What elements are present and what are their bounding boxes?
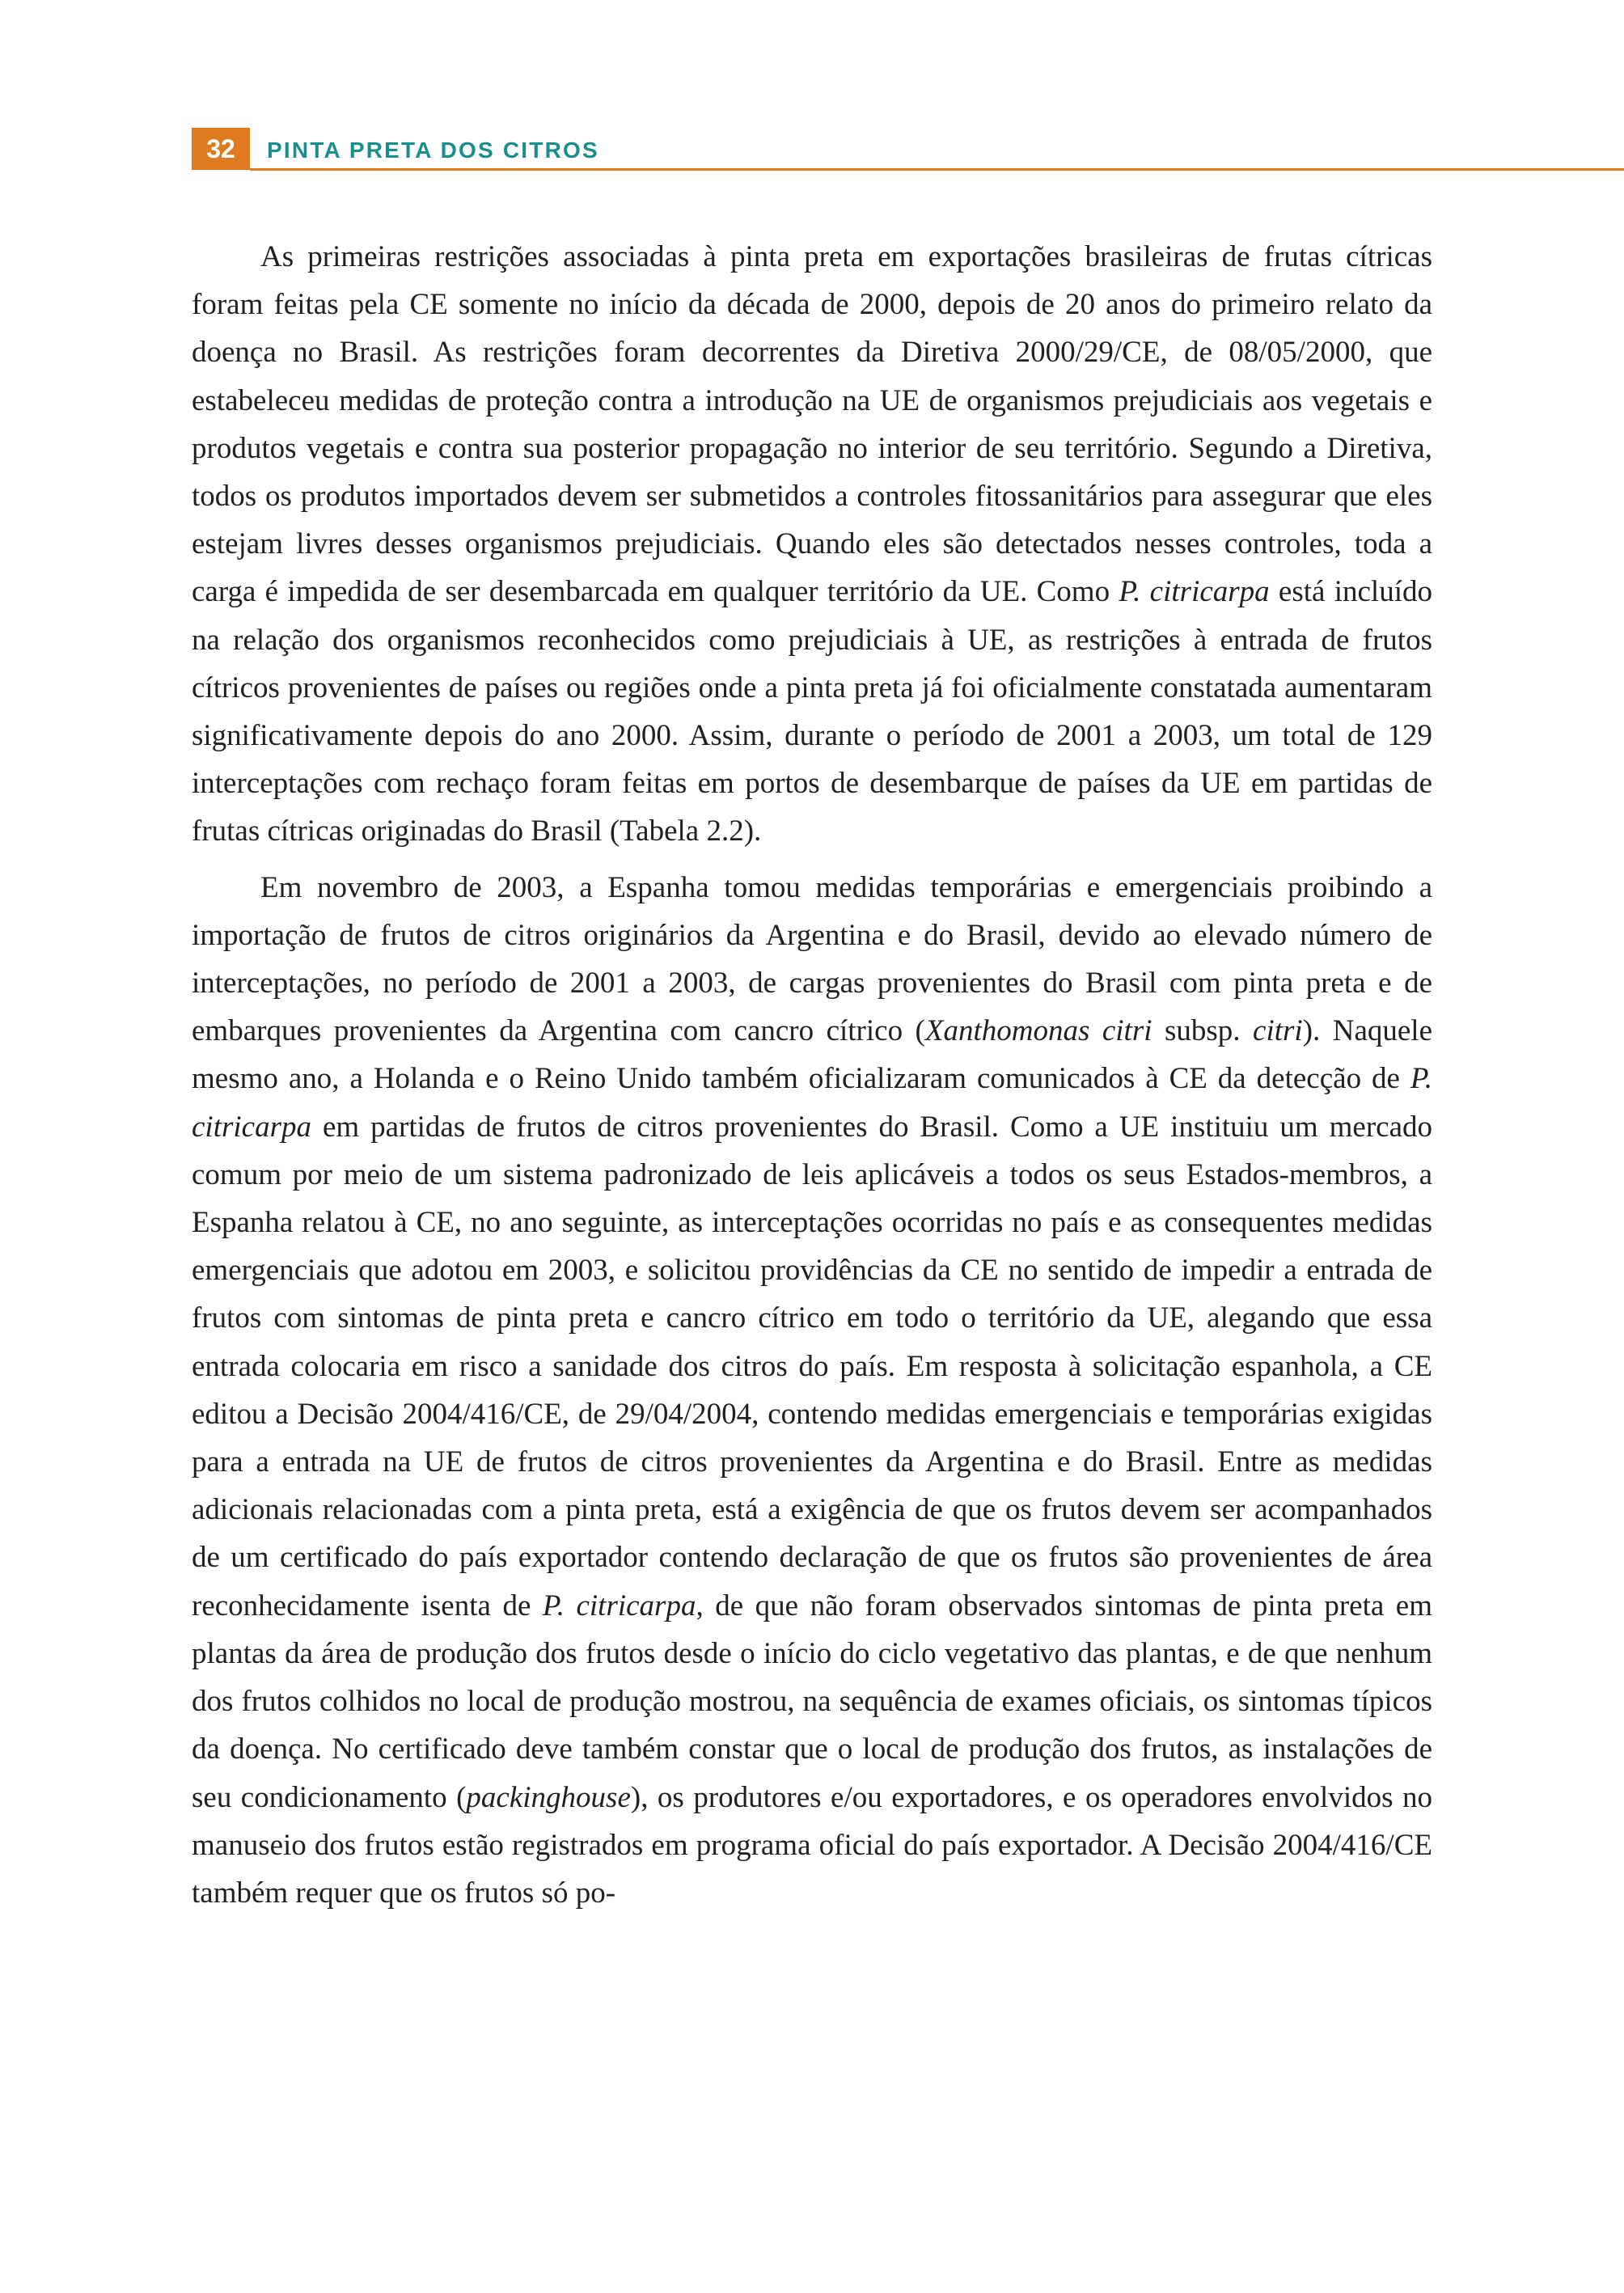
paragraph-text: subsp. [1152,1014,1254,1048]
running-title: PINTA PRETA DOS CITROS [267,137,599,163]
species-name-italic: P. citricarpa [542,1589,696,1622]
paragraph-1 [192,233,1432,856]
main-text [192,233,1432,1925]
paragraph-text: As primeiras restrições associadas à pinta preta em exportações brasileiras de frutas cítricas foram feitas pela CE somente no início da década de 2000, depois de 20 anos do primeiro relato da doença no Brasil. As restrições foram decorrentes da Diretiva 2000/29/CE, de 08/05/2000, que estabeleceu medidas de proteção contra a introdução na UE de organismos prejudiciais aos vegetais e produtos vegetais e contra sua posterior propagação no interior de seu território. Segundo a Diretiva, todos os produtos importados devem ser submetidos a controles fitossanitários para assegurar que eles estejam livres desses organismos prejudiciais. Quando eles são detectados nesses controles, toda a carga é impedida de ser desembarcada em qualquer território da UE. Como [192,240,1432,609]
running-header [192,128,1624,171]
paragraph-text: , de que não foram observados sintomas de pinta preta em plantas da área de produção dos frutos desde o início do ciclo vegetativo das plantas, e de que nenhum dos frutos colhidos no local de produção mostrou, na sequência de exames oficiais, os sintomas típicos da doença. No certificado deve também constar que o local de produção dos frutos, as instalações de seu condicionamento ( [192,1589,1432,1814]
paragraph-text: ). Naquele mesmo ano, a Holanda e o Reino Unido também oficializaram comunicados à CE da detecção de [192,1014,1432,1096]
paragraph-2 [192,864,1432,1917]
pathovar-name-italic: citri [1253,1014,1303,1048]
paragraph-text: ), os produtores e/ou exportadores, e os operadores envolvidos no manuseio dos frutos estão registrados em programa oficial do país exportador. A Decisão 2004/416/CE também requer que os frutos só po- [192,1780,1432,1910]
species-name-italic: P. citricarpa [1119,575,1270,609]
paragraph-text: está incluído na relação dos organismos reconhecidos como prejudiciais à UE, as restrições à entrada de frutos cítricos provenientes de países ou regiões onde a pinta preta já foi oficialmente constatada aumentaram significativamente depois do ano 2000. Assim, durante o período de 2001 a 2003, um total de 129 interceptações com rechaço foram feitas em portos de desembarque de países da UE em partidas de frutas cítricas originadas do Brasil (Tabela 2.2). [192,575,1432,848]
species-name-italic: P. citricarpa [192,1062,1432,1144]
paragraph-text: Em novembro de 2003, a Espanha tomou medidas temporárias e emergenciais proibindo a importação de frutos de citros originários da Argentina e do Brasil, devido ao elevado número de interceptações, no período de 2001 a 2003, de cargas provenientes do Brasil com pinta preta e de embarques provenientes da Argentina com cancro cítrico ( [192,870,1432,1048]
foreign-term-italic: packinghouse [466,1780,631,1814]
paragraph-text: em partidas de frutos de citros provenientes do Brasil. Como a UE instituiu um mercado comum por meio de um sistema padronizado de leis aplicáveis a todos os seus Estados-membros, a Espanha relatou à CE, no ano seguinte, as interceptações ocorridas no país e as consequentes medidas emergenciais que adotou em 2003, e solicitou providências da CE no sentido de impedir a entrada de frutos com sintomas de pinta preta e cancro cítrico em todo o território da UE, alegando que essa entrada colocaria em risco a sanidade dos citros do país. Em resposta à solicitação espanhola, a CE editou a Decisão 2004/416/CE, de 29/04/2004, contendo medidas emergenciais e temporárias exigidas para a entrada na UE de frutos de citros provenientes da Argentina e do Brasil. Entre as medidas adicionais relacionadas com a pinta preta, está a exigência de que os frutos devem ser acompanhados de um certificado do país exportador contendo declaração de que os frutos são provenientes de área reconhecidamente isenta de [192,1110,1432,1622]
species-name-italic: Xanthomonas citri [924,1014,1152,1048]
page-number: 32 [192,128,250,170]
header-divider [250,168,1624,171]
